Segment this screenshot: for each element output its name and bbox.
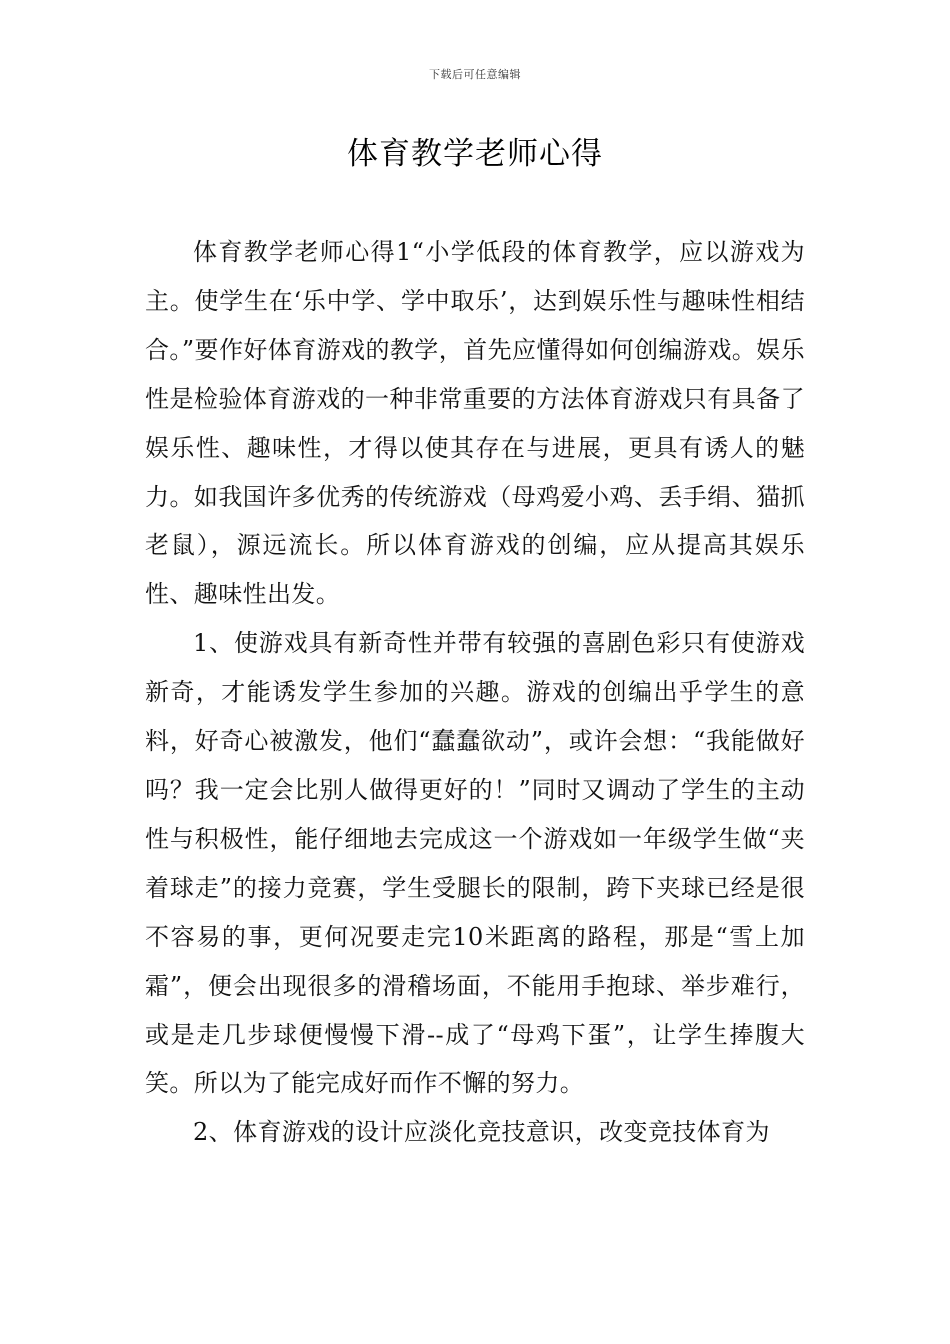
paragraph-point-1: 1、使游戏具有新奇性并带有较强的喜剧色彩只有使游戏新奇，才能诱发学生参加的兴趣。游戏的创编出乎学生的意料，好奇心被激发，他们“蠢蠢欲动”，或许会想：“我能做好吗？我一定会比别人做得更好的！”同时又调动了学生的主动性与积极性，能仔细地去完成这一个游戏如一年级学生做“夹着球走”的接力竞赛，学生受腿长的限制，跨下夹球已经是很不容易的事，更何况要走完10米距离的路程，那是“雪上加霜”，便会出现很多的滑稽场面，不能用手抱球、举步难行，或是走几步球便慢慢下滑--成了“母鸡下蛋”，让学生捧腹大笑。所以为了能完成好而作不懈的努力。 bbox=[145, 629, 805, 1098]
paragraph-intro: 体育教学老师心得1“小学低段的体育教学，应以游戏为主。使学生在‘乐中学、学中取乐’，达到娱乐性与趣味性相结合。”要作好体育游戏的教学，首先应懂得如何创编游戏。娱乐性是检验体育游戏的一种非常重要的方法体育游戏只有具备了娱乐性、趣味性，才得以使其存在与进展，更具有诱人的魅力。如我国许多优秀的传统游戏（母鸡爱小鸡、丢手绢、猫抓老鼠），源远流长。所以体育游戏的创编，应从提高其娱乐性、趣味性出发。 bbox=[145, 238, 805, 609]
paragraph-point-2: 2、体育游戏的设计应淡化竞技意识，改变竞技体育为 bbox=[193, 1118, 770, 1147]
header-note: 下载后可任意编辑 bbox=[429, 68, 521, 81]
document-body bbox=[145, 228, 805, 1157]
document-title: 体育教学老师心得 bbox=[347, 136, 603, 172]
